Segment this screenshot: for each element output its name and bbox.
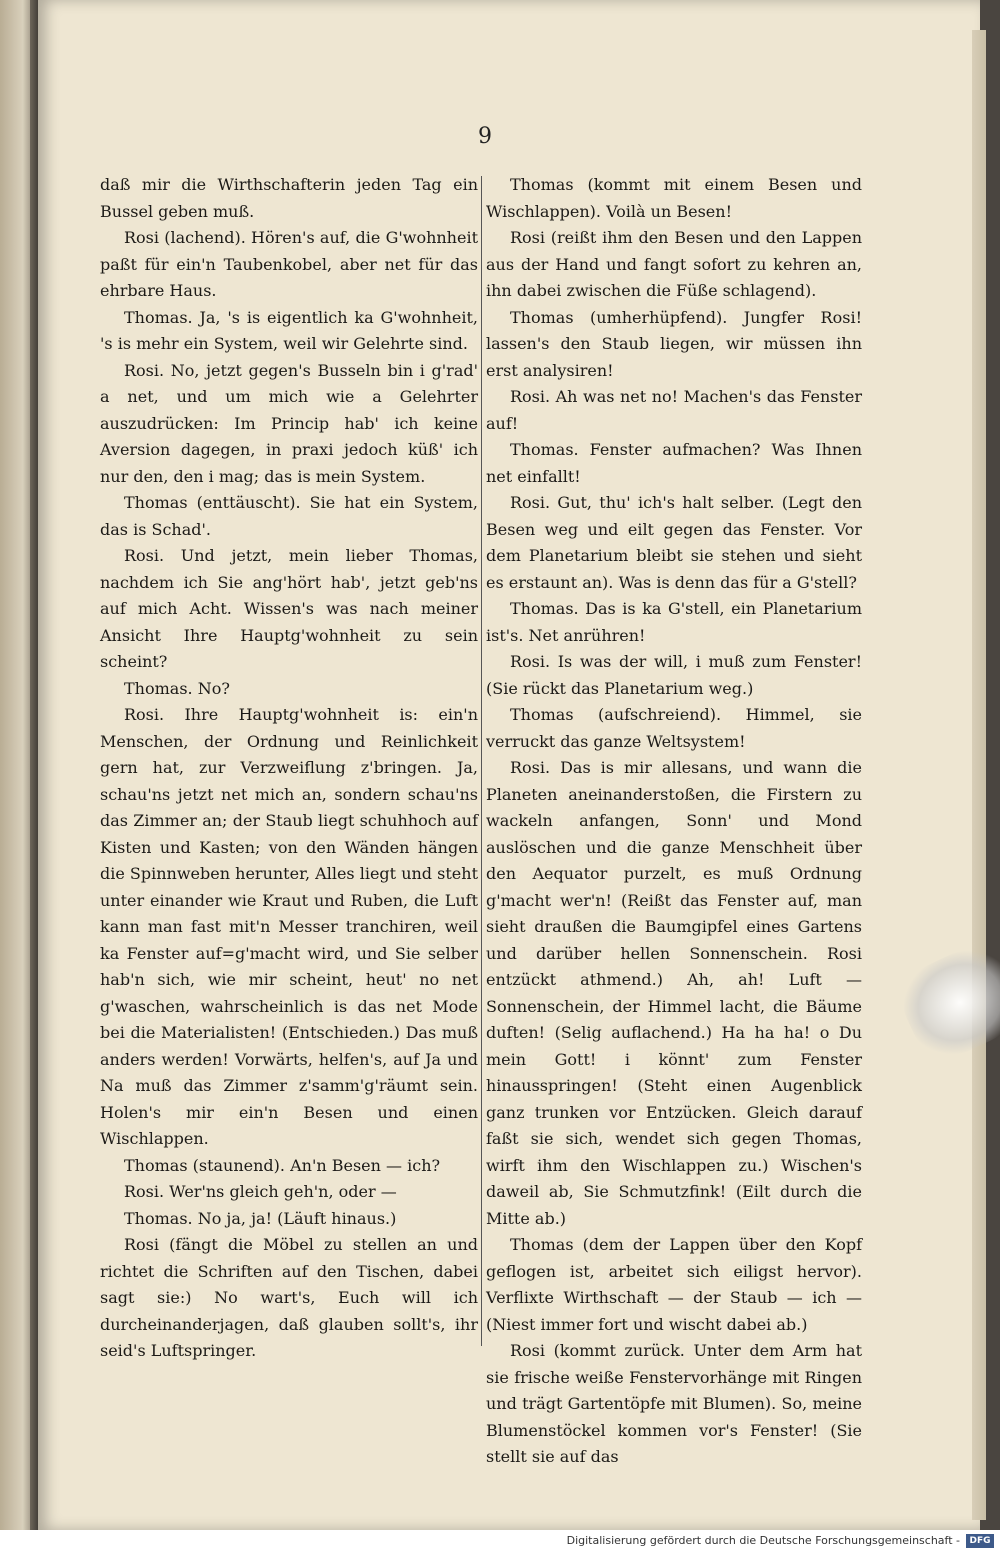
paragraph: Rosi (kommt zurück. Unter dem Arm hat sie frische weiße Fenstervorhänge mit Ringen und trägt Gartentöpfe mit Blumen). So, meine Blumenstöckel kommen vor's Fenster! (Sie stellt sie auf das <box>486 1341 862 1466</box>
paragraph: Thomas. Ja, 's is eigentlich ka G'wohnheit, 's is mehr ein System, weil wir Gelehrte sind. <box>100 307 478 353</box>
paragraph: Rosi. Is was der will, i muß zum Fenster! (Sie rückt das Planetarium weg.) <box>486 652 862 698</box>
paragraph: Rosi (lachend). Hören's auf, die G'wohnheit paßt für ein'n Taubenkobel, aber net für das ehrbare Haus. <box>100 228 478 300</box>
paragraph: Thomas (aufschreiend). Himmel, sie verruckt das ganze Weltsystem! <box>486 705 862 751</box>
paragraph: Rosi. No, jetzt gegen's Busseln bin i g'rad' a net, und um mich wie a Gelehrter auszudrücken: Im Princip hab' ich keine Aversion dagegen, in praxi jedoch küß' ich nur den, den i mag; das is mein System. <box>100 360 478 486</box>
page-fore-edge <box>972 30 986 1520</box>
dfg-logo: DFG <box>966 1534 994 1548</box>
paragraph: Rosi. Ihre Hauptg'wohnheit is: ein'n Menschen, der Ordnung und Reinlichkeit gern hat, zur Verzweiflung z'bringen. Ja, schau'ns jetzt net mich an, sondern schau'ns das Zimmer an; der Staub liegt schuhhoch auf Kisten und Kasten; von den Wänden hängen die Spinnweben herunter, Alles liegt und steht unter einander wie Kraut und Ruben, die Luft kann man fast mit'n Messer tranchiren, weil ka Fenster auf=g'macht wird, und Sie selber hab'n sich, wie mir scheint, heut' no net g'waschen, wahrscheinlich is das net Mode bei die Materialisten! (Entschieden.) Das muß anders werden! Vorwärts, helfen's, auf Ja und Na muß das Zimmer z'samm'g'räumt sein. Holen's mir ein'n Besen und einen Wischlappen. <box>100 705 478 1148</box>
paragraph: Thomas. No? <box>124 678 230 698</box>
paragraph: Rosi (fängt die Möbel zu stellen an und richtet die Schriften auf den Tischen, dabei sagt sie:) No wart's, Euch will ich durcheinanderjagen, daß glauben sollt's, ihr seid's Luftspringer. <box>100 1235 478 1360</box>
paragraph: daß mir die Wirthschafterin jeden Tag ein Bussel geben muß. <box>100 175 478 221</box>
paragraph: Rosi. Ah was net no! Machen's das Fenster auf! <box>486 387 862 433</box>
page-number: 9 <box>478 124 492 149</box>
paragraph: Thomas (kommt mit einem Besen und Wischlappen). Voilà un Besen! <box>486 175 862 221</box>
paragraph: Thomas. Das is ka G'stell, ein Planetarium ist's. Net anrühren! <box>486 599 862 645</box>
paragraph: Rosi. Und jetzt, mein lieber Thomas, nachdem ich Sie ang'hört hab', jetzt geb'ns auf mich Acht. Wissen's was nach meiner Ansicht Ihre Hauptg'wohnheit zu sein scheint? <box>100 546 478 671</box>
paragraph: Thomas (staunend). An'n Besen — ich? <box>124 1155 441 1175</box>
paragraph: Rosi. Wer'ns gleich geh'n, oder — <box>124 1182 397 1201</box>
paragraph: Rosi. Gut, thu' ich's halt selber. (Legt den Besen weg und eilt gegen das Fenster. Vor dem Planetarium bleibt sie stehen und sieht es erstaunt an). Was is denn das für a G'stell? <box>486 493 862 592</box>
paragraph: Thomas (umherhüpfend). Jungfer Rosi! lassen's den Staub liegen, wir müssen ihn erst analysiren! <box>486 307 862 380</box>
paragraph: Rosi. Das is mir allesans, und wann die Planeten aneinanderstoßen, die Firstern zu wackeln anfangen, Sonn' und Mond auslöschen und die ganze Menschheit über den Aequator purzelt, es muß Ordnung g'macht wer'n! (Reißt das Fenster auf, man sieht draußen die Baumgipfel eines Gartens und darüber hellen Sonnenschein. Rosi entzückt athmend.) Ah, ah! Luft — Sonnenschein, der Himmel lacht, die Bäume duften! (Selig auflachend.) Ha ha ha! o Du mein Gott! i könnt' zum Fenster hinausspringen! (Steht einen Augenblick ganz trunken vor Entzücken. Gleich darauf faßt sie sich, wendet sich gegen Thomas, wirft ihm den Wischlappen zu.) Wischen's daweil ab, Sie Schmutzfink! (Eilt durch die Mitte ab.) <box>486 758 862 1228</box>
paragraph: Thomas. Fenster aufmachen? Was Ihnen net einfallt! <box>486 440 862 486</box>
paragraph: Rosi (reißt ihm den Besen und den Lappen aus der Hand und fangt sofort zu kehren an, ihn dabei zwischen die Füße schlagend). <box>486 228 862 300</box>
footer-credit: Digitalisierung gefördert durch die Deutsche Forschungsgemeinschaft - <box>566 1534 960 1547</box>
text-column-left <box>100 172 478 1365</box>
column-divider <box>481 176 482 1346</box>
footer-bar <box>0 1530 1000 1553</box>
paragraph: Thomas. No ja, ja! (Läuft hinaus.) <box>124 1208 397 1228</box>
paragraph: Thomas (dem der Lappen über den Kopf geflogen ist, arbeitet sich eiligst hervor). Verflixte Wirthschaft — der Staub — ich — (Niest immer fort und wischt dabei ab.) <box>486 1235 862 1334</box>
text-column-right <box>486 172 862 1471</box>
paragraph: Thomas (enttäuscht). Sie hat ein System, das is Schad'. <box>100 493 478 539</box>
